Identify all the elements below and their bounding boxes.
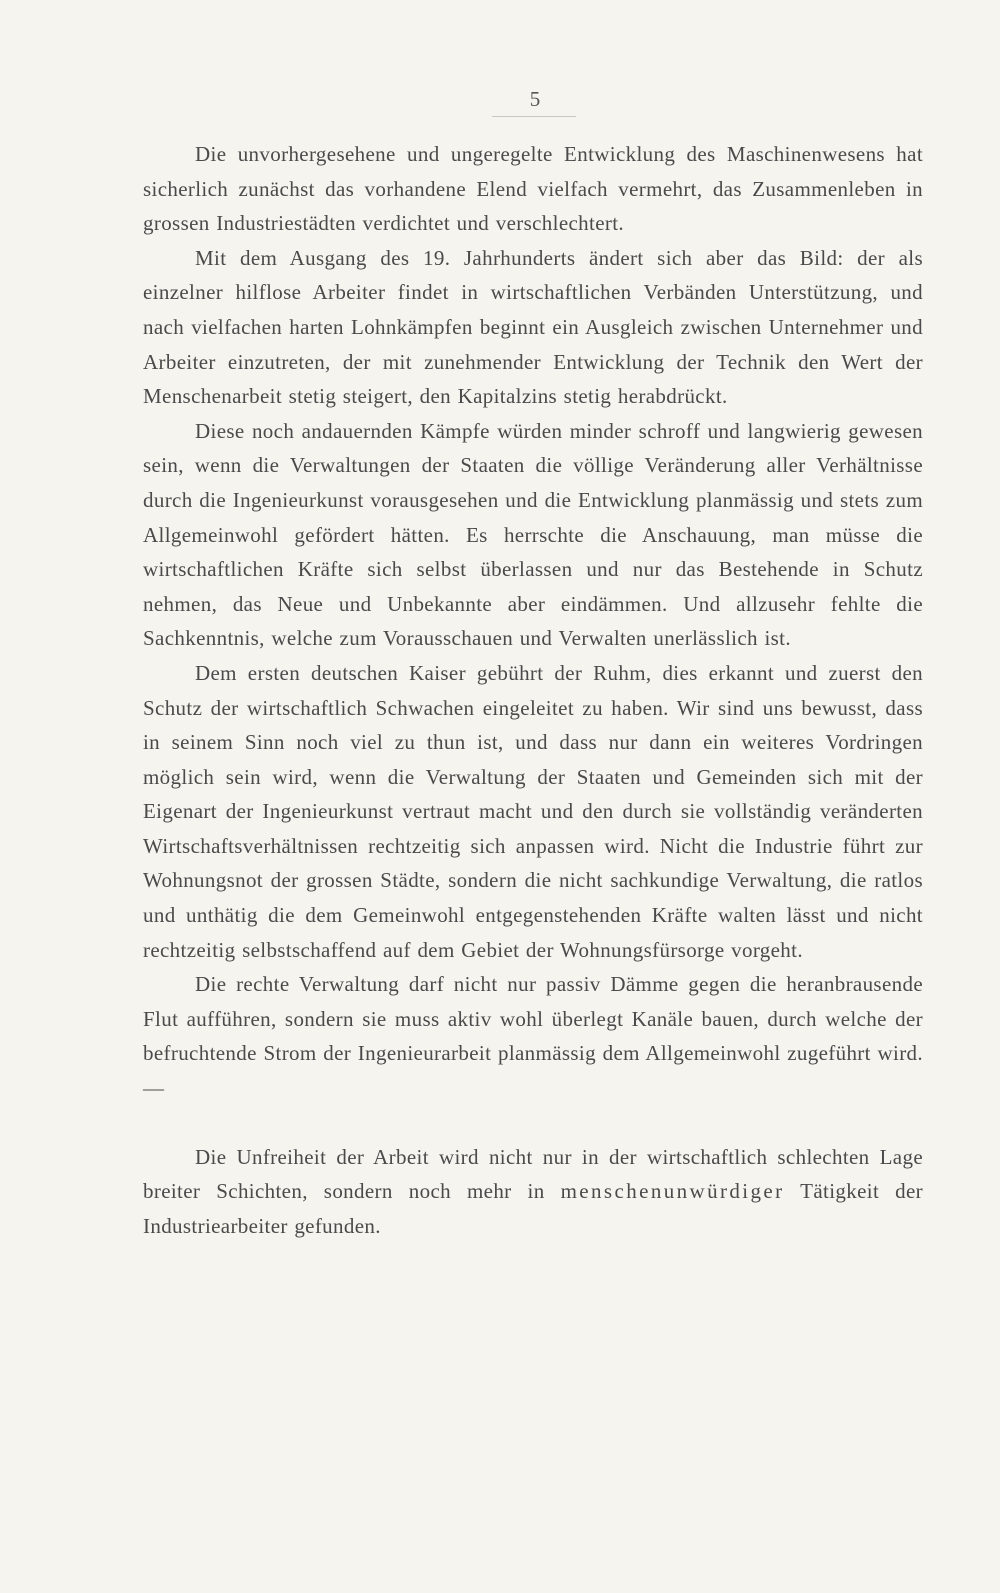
body-text: [143, 137, 923, 1243]
paragraph-machine-development: Die unvorhergesehene und ungeregelte Entwicklung des Maschinenwesens hat sicherlich zunächst das vorhandene Elend vielfach vermehrt, das Zusammenleben in grossen Industriestädten verdichtet und verschlechtert.: [143, 142, 923, 236]
paragraph-ongoing-struggles: Diese noch andauernden Kämpfe würden minder schroff und langwierig gewesen sein, wenn die Verwaltungen der Staaten die völlige Veränderung aller Verhältnisse durch die Ingenieurkunst vorausgesehen und die Entwicklung planmässig und stets zum Allgemeinwohl gefördert hätten. Es herrschte die Anschauung, man müsse die wirtschaftlichen Kräfte sich selbst überlassen und nur das Bestehende in Schutz nehmen, das Neue und Unbekannte aber eindämmen. Und allzusehr fehlte die Sachkenntnis, welche zum Vorausschauen und Verwalten unerlässlich ist.: [143, 418, 923, 651]
paragraph-first-emperor: Dem ersten deutschen Kaiser gebührt der Ruhm, dies erkannt und zuerst den Schutz der wirtschaftlich Schwachen eingeleitet zu haben. Wir sind uns bewusst, dass in seinem Sinn noch viel zu thun ist, und dass nur dann ein weiteres Vordringen möglich sein wird, wenn die Verwaltung der Staaten und Gemeinden sich mit der Eigenart der Ingenieurkunst vertraut macht und den durch sie vollständig veränderten Wirtschaftsverhältnissen rechtzeitig sich anpassen wird. Nicht die Industrie führt zur Wohnungsnot der grossen Städte, sondern die nicht sachkundige Verwaltung, die ratlos und unthätig die dem Gemeinwohl entgegenstehenden Kräfte walten lässt und nicht rechtzeitig selbstschaffend auf dem Gebiet der Wohnungsfürsorge vorgeht.: [143, 660, 923, 962]
paragraph-text-after-emphasis: Tätigkeit der Industriearbeiter gefunden.: [143, 1179, 923, 1238]
page-number: 5: [529, 87, 541, 111]
paragraph-right-administration: Die rechte Verwaltung darf nicht nur passiv Dämme gegen die heranbrausende Flut aufführen, sondern sie muss aktiv wohl überlegt Kanäle bauen, durch welche der befruchtende Strom der Ingenieurarbeit planmässig dem Allgemeinwohl zugeführt wird. —: [143, 972, 923, 1101]
emphasized-text: menschenunwürdiger: [560, 1179, 785, 1204]
paragraph-unfreedom-of-labour: [143, 1140, 923, 1244]
paragraph-end-of-19th-century: Mit dem Ausgang des 19. Jahrhunderts ändert sich aber das Bild: der als einzelner hilflose Arbeiter findet in wirtschaftlichen Verbänden Unterstützung, und nach vielfachen harten Lohnkämpfen beginnt ein Ausgleich zwischen Unternehmer und Arbeiter einzutreten, der mit zunehmender Entwicklung der Technik den Wert der Menschenarbeit stetig steigert, den Kapitalzins stetig herabdrückt.: [143, 245, 923, 409]
paragraph-text-before-emphasis: Die Unfreiheit der Arbeit wird nicht nur in der wirtschaftlich schlechten Lage breiter Schichten, sondern noch mehr in: [143, 1144, 923, 1204]
page-number-rule: [492, 116, 576, 117]
